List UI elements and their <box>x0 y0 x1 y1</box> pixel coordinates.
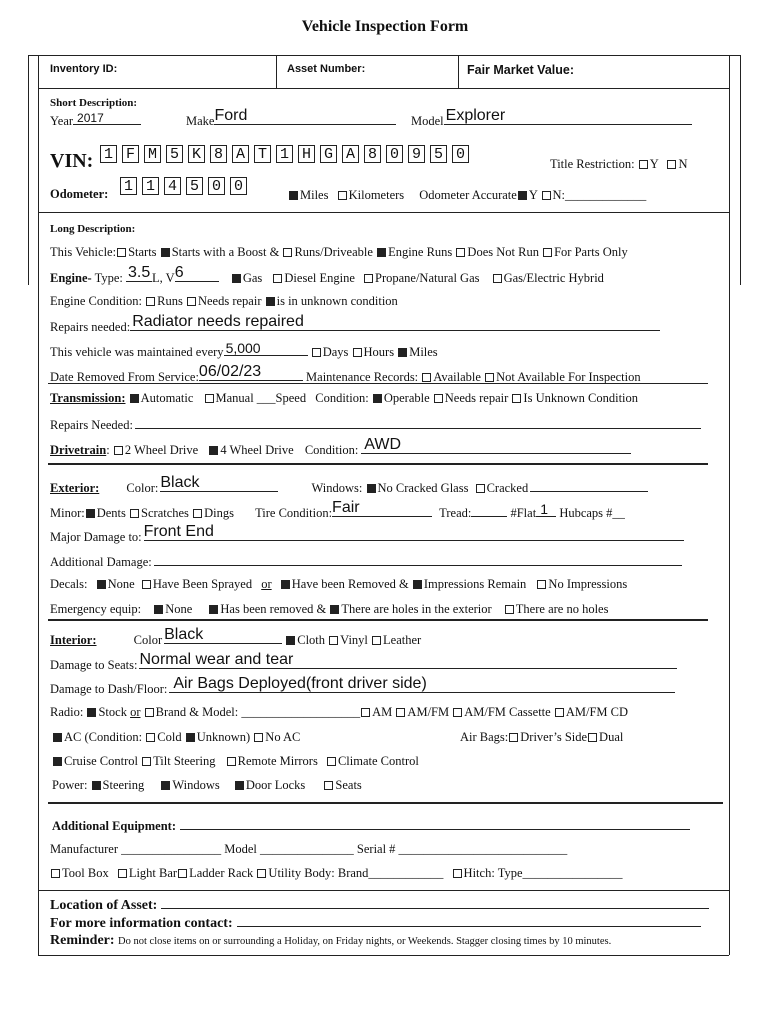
drivetrain-label: Drivetrain <box>50 443 107 457</box>
frame-right-outer <box>740 55 741 285</box>
vinyl-checkbox[interactable] <box>329 636 338 645</box>
am-checkbox[interactable] <box>361 708 370 717</box>
engine-row <box>50 264 604 286</box>
no-holes-checkbox[interactable] <box>505 605 514 614</box>
cloth-label: Cloth <box>297 633 326 647</box>
manufacturer-label: Manufacturer ________________ Model _______________ Serial # ___________________________ <box>50 842 568 856</box>
damage-dash-label: Damage to Dash/Floor: <box>50 682 168 696</box>
available-label: Available <box>433 370 481 384</box>
hitch-checkbox[interactable] <box>453 869 462 878</box>
emergency-removed-checkbox[interactable] <box>209 605 218 614</box>
odometer-boxes[interactable] <box>120 177 252 195</box>
exterior-row <box>50 474 648 496</box>
emergency-label: Emergency equip: <box>50 602 142 616</box>
removed-checkbox[interactable] <box>281 580 290 589</box>
automatic-label: Automatic <box>140 391 194 405</box>
reminder-row <box>50 933 611 949</box>
odometer-accurate-y-checkbox[interactable] <box>518 191 527 200</box>
hubcaps-label: Hubcaps #__ <box>559 506 625 520</box>
holes-label: There are holes in the exterior <box>341 602 492 616</box>
days-checkbox[interactable] <box>312 348 321 357</box>
additional-damage-field[interactable] <box>50 553 682 570</box>
odometer-digit: 0 <box>230 177 247 195</box>
unknown-condition-label: is in unknown condition <box>276 294 398 308</box>
am-fm-cassette-label: AM/FM Cassette <box>464 705 551 719</box>
am-fm-cd-label: AM/FM CD <box>565 705 628 719</box>
drivers-side-checkbox[interactable] <box>509 733 518 742</box>
runs-driveable-checkbox[interactable] <box>283 248 292 257</box>
transmission-condition-label: Condition: <box>315 391 369 405</box>
odometer-accurate-n-checkbox[interactable] <box>542 191 551 200</box>
power-row <box>52 778 362 793</box>
holes-checkbox[interactable] <box>330 605 339 614</box>
hybrid-checkbox[interactable] <box>493 274 502 283</box>
drivetrain-condition-value: AWD <box>364 436 402 453</box>
damage-seats-value: Normal wear and tear <box>139 651 294 668</box>
utility-body-checkbox[interactable] <box>257 869 266 878</box>
dual-checkbox[interactable] <box>588 733 597 742</box>
decals-none-checkbox[interactable] <box>97 580 106 589</box>
vin-char: 1 <box>276 145 293 163</box>
am-fm-cd-checkbox[interactable] <box>555 708 564 717</box>
short-description-label: Short Description: <box>50 97 138 109</box>
odometer-accurate-label: Odometer Accurate <box>419 188 517 202</box>
title-restriction-n-checkbox[interactable] <box>667 160 676 169</box>
transmission-needs-repair-checkbox[interactable] <box>434 394 443 403</box>
no-impressions-checkbox[interactable] <box>537 580 546 589</box>
operable-label: Operable <box>383 391 430 405</box>
year-label: Year <box>50 114 74 128</box>
no-cracked-checkbox[interactable] <box>367 484 376 493</box>
cloth-checkbox[interactable] <box>286 636 295 645</box>
emergency-none-checkbox[interactable] <box>154 605 163 614</box>
door-locks-checkbox[interactable] <box>235 781 244 790</box>
power-seats-checkbox[interactable] <box>324 781 333 790</box>
engine-condition-row <box>50 294 398 309</box>
power-steering-label: Steering <box>102 778 145 792</box>
major-damage-field[interactable] <box>50 523 684 545</box>
does-not-run-label: Does Not Run <box>467 245 539 259</box>
odometer-label: Odometer: <box>50 187 109 201</box>
dings-label: Dings <box>204 506 234 520</box>
power-steering-checkbox[interactable] <box>92 781 101 790</box>
remote-mirrors-label: Remote Mirrors <box>237 754 318 768</box>
gas-checkbox[interactable] <box>232 274 241 283</box>
frame-top <box>28 55 740 56</box>
days-label: Days <box>322 345 349 359</box>
impressions-remain-label: Impressions Remain <box>423 577 527 591</box>
emergency-none-label: None <box>165 602 193 616</box>
tool-box-label: Tool Box <box>62 866 109 880</box>
no-holes-label: There are no holes <box>515 602 609 616</box>
leather-label: Leather <box>383 633 422 647</box>
utility-body-label: Utility Body: Brand____________ <box>268 866 444 880</box>
y-label: Y <box>528 188 538 202</box>
manual-checkbox[interactable] <box>205 394 214 403</box>
cruise-row <box>52 754 419 769</box>
header-col-1 <box>276 55 277 88</box>
vin-char: 8 <box>210 145 227 163</box>
tool-box-checkbox[interactable] <box>51 869 60 878</box>
leather-checkbox[interactable] <box>372 636 381 645</box>
vin-char: G <box>320 145 337 163</box>
transmission-needs-repair-label: Needs repair <box>444 391 509 405</box>
long-description-divider <box>48 383 708 384</box>
not-available-checkbox[interactable] <box>485 373 494 382</box>
vin-char: H <box>298 145 315 163</box>
transmission-repairs-field[interactable] <box>50 416 701 433</box>
maintained-label: This vehicle was maintained every <box>50 345 224 359</box>
n-label: N <box>678 157 688 171</box>
transmission-row <box>50 391 638 406</box>
climate-checkbox[interactable] <box>327 757 336 766</box>
dings-checkbox[interactable] <box>193 509 202 518</box>
runs-checkbox[interactable] <box>146 297 155 306</box>
available-checkbox[interactable] <box>422 373 431 382</box>
emergency-removed-label: Has been removed & <box>220 602 327 616</box>
engine-runs-label: Engine Runs <box>388 245 453 259</box>
make-label: Make <box>186 114 215 128</box>
runs-driveable-label: Runs/Driveable <box>294 245 373 259</box>
asset-number-label: Asset Number: <box>287 63 366 75</box>
manufacturer-row[interactable] <box>50 842 567 857</box>
four-wd-checkbox[interactable] <box>209 446 218 455</box>
vin-char: 0 <box>452 145 469 163</box>
cracked-checkbox[interactable] <box>476 484 485 493</box>
odometer-options <box>288 188 646 203</box>
no-ac-checkbox[interactable] <box>254 733 263 742</box>
tread-label: Tread: <box>439 506 472 520</box>
minor-row <box>50 499 625 521</box>
major-damage-label: Major Damage to: <box>50 530 142 544</box>
transmission-unknown-checkbox[interactable] <box>512 394 521 403</box>
tire-condition-value: Fair <box>332 499 360 516</box>
engine-condition-label: Engine Condition: <box>50 294 143 308</box>
cold-checkbox[interactable] <box>146 733 155 742</box>
light-bar-label: Light Bar <box>128 866 178 880</box>
odometer-digit: 1 <box>120 177 137 195</box>
needs-repair-label: Needs repair <box>197 294 262 308</box>
for-parts-checkbox[interactable] <box>543 248 552 257</box>
cracked-label: Cracked <box>486 481 529 495</box>
type-label: Type: <box>94 271 123 285</box>
vin-label: VIN: <box>50 150 94 172</box>
does-not-run-checkbox[interactable] <box>456 248 465 257</box>
no-cracked-label: No Cracked Glass <box>377 481 469 495</box>
power-windows-label: Windows <box>172 778 220 792</box>
radio-label: Radio: <box>50 705 84 719</box>
two-wd-checkbox[interactable] <box>114 446 123 455</box>
starts-boost-label: Starts with a Boost & <box>171 245 280 259</box>
brand-model-label: Brand & Model: ___________________ <box>155 705 361 719</box>
not-available-label: Not Available For Inspection <box>496 370 641 384</box>
starts-boost-checkbox[interactable] <box>161 248 170 257</box>
ac-checkbox[interactable] <box>53 733 62 742</box>
scratches-label: Scratches <box>141 506 189 520</box>
make-field[interactable] <box>186 107 396 129</box>
unknown-condition-checkbox[interactable] <box>266 297 275 306</box>
section-divider-1 <box>38 212 729 213</box>
am-fm-checkbox[interactable] <box>396 708 405 717</box>
remote-mirrors-checkbox[interactable] <box>227 757 236 766</box>
propane-label: Propane/Natural Gas <box>375 271 480 285</box>
inventory-id-label: Inventory ID: <box>50 63 118 75</box>
emergency-row <box>50 602 608 617</box>
removed-label: Have been Removed & <box>291 577 409 591</box>
diesel-checkbox[interactable] <box>273 274 282 283</box>
maintained-miles-checkbox[interactable] <box>398 348 407 357</box>
date-removed-label: Date Removed From Service: <box>50 370 199 384</box>
minor-label: Minor: <box>50 506 85 520</box>
repairs-needed-value: Radiator needs repaired <box>132 313 304 330</box>
drivetrain-row: Drivetrain: 2 Wheel Drive 4 Wheel Drive Condition: AWD <box>50 441 631 458</box>
flat-label: #Flat <box>510 506 537 520</box>
exterior-color-label: Color: <box>126 481 159 495</box>
power-windows-checkbox[interactable] <box>161 781 170 790</box>
vin-char: A <box>342 145 359 163</box>
engine-label: Engine- <box>50 271 92 285</box>
hours-checkbox[interactable] <box>353 348 362 357</box>
exterior-divider <box>48 463 708 465</box>
make-value: Ford <box>214 107 248 124</box>
contact-field[interactable] <box>50 914 701 932</box>
hitch-label: Hitch: Type________________ <box>463 866 623 880</box>
interior-color-value: Black <box>164 626 204 643</box>
starts-label: Starts <box>128 245 157 259</box>
contact-label: For more information contact: <box>50 916 233 931</box>
starts-checkbox[interactable] <box>117 248 126 257</box>
damage-dash-field[interactable] <box>50 675 675 697</box>
flat-value: 1 <box>540 501 548 517</box>
power-label: Power: <box>52 778 88 792</box>
miles-checkbox[interactable] <box>289 191 298 200</box>
additional-equipment-field[interactable] <box>52 817 690 834</box>
ac-unknown-checkbox[interactable] <box>186 733 195 742</box>
tire-condition-label: Tire Condition: <box>255 506 333 520</box>
vin-char: 5 <box>166 145 183 163</box>
vin-char: 9 <box>408 145 425 163</box>
y-label: Y <box>649 157 659 171</box>
gas-label: Gas <box>242 271 263 285</box>
propane-checkbox[interactable] <box>364 274 373 283</box>
brand-model-checkbox[interactable] <box>145 708 154 717</box>
cruise-label: Cruise Control <box>64 754 138 768</box>
n-label: N:_____________ <box>552 188 647 202</box>
no-impressions-label: No Impressions <box>548 577 628 591</box>
or-label: or <box>261 577 272 591</box>
frame-bottom <box>38 955 729 956</box>
year-value: 2017 <box>77 111 104 125</box>
year-field[interactable] <box>50 112 141 129</box>
no-ac-label: No AC <box>265 730 301 744</box>
for-parts-label: For Parts Only <box>554 245 628 259</box>
additional-equipment-label: Additional Equipment: <box>52 819 176 833</box>
tilt-label: Tilt Steering <box>153 754 216 768</box>
radio-or-label: or <box>130 705 141 719</box>
vin-char: K <box>188 145 205 163</box>
dents-label: Dents <box>96 506 126 520</box>
climate-label: Climate Control <box>337 754 419 768</box>
location-label: Location of Asset: <box>50 898 158 913</box>
long-description-label: Long Description: <box>50 223 136 235</box>
am-fm-label: AM/FM <box>407 705 450 719</box>
windows-label: Windows: <box>311 481 363 495</box>
miles-label: Miles <box>300 188 329 202</box>
dual-label: Dual <box>599 730 624 744</box>
this-vehicle-label: This Vehicle: <box>50 245 117 259</box>
vin-char: M <box>144 145 161 163</box>
diesel-label: Diesel Engine <box>284 271 355 285</box>
four-wd-label: 4 Wheel Drive <box>220 443 294 457</box>
kilometers-label: Kilometers <box>348 188 405 202</box>
air-bags-row <box>460 730 623 745</box>
damage-dash-value: Air Bags Deployed(front driver side) <box>173 675 427 692</box>
title-restriction <box>550 157 687 172</box>
interior-color-label: Color <box>133 633 163 647</box>
stock-checkbox[interactable] <box>87 708 96 717</box>
drivers-side-label: Driver’s Side <box>520 730 588 744</box>
vin-char: F <box>122 145 139 163</box>
ladder-rack-checkbox[interactable] <box>178 869 187 878</box>
maintained-miles-label: Miles <box>409 345 438 359</box>
needs-repair-checkbox[interactable] <box>187 297 196 306</box>
odometer-digit: 1 <box>142 177 159 195</box>
vin-char: T <box>254 145 271 163</box>
odometer-digit: 5 <box>186 177 203 195</box>
decals-none-label: None <box>107 577 135 591</box>
cruise-checkbox[interactable] <box>53 757 62 766</box>
runs-label: Runs <box>157 294 183 308</box>
vin-char: A <box>232 145 249 163</box>
manual-label: Manual ___Speed <box>215 391 307 405</box>
title-restriction-y-checkbox[interactable] <box>639 160 648 169</box>
transmission-label: Transmission: <box>50 391 126 405</box>
equipment-options-row <box>50 866 623 881</box>
maintained-row <box>50 340 438 360</box>
engine-runs-checkbox[interactable] <box>377 248 386 257</box>
header-col-2 <box>458 55 459 88</box>
cylinders-value: 6 <box>174 264 184 281</box>
transmission-repairs-label: Repairs Needed: <box>50 418 133 432</box>
repairs-needed-label: Repairs needed: <box>50 320 131 334</box>
vin-char: 0 <box>386 145 403 163</box>
reminder-label: Reminder: <box>50 933 115 948</box>
am-fm-cassette-checkbox[interactable] <box>453 708 462 717</box>
hours-label: Hours <box>363 345 395 359</box>
location-field[interactable] <box>50 896 709 914</box>
liters-value: 3.5 <box>128 264 151 281</box>
vin-char: 8 <box>364 145 381 163</box>
model-field[interactable] <box>411 107 692 129</box>
exterior-color-value: Black <box>160 474 200 491</box>
maintenance-records-label: Maintenance Records: <box>306 370 419 384</box>
header-divider <box>38 88 729 89</box>
frame-right <box>729 55 730 955</box>
fair-market-value-label: Fair Market Value: <box>467 63 574 77</box>
automatic-checkbox[interactable] <box>130 394 139 403</box>
am-label: AM <box>372 705 393 719</box>
repairs-needed-field[interactable] <box>50 313 660 335</box>
damage-seats-field[interactable] <box>50 651 677 673</box>
frame-left-outer <box>28 55 29 285</box>
interior-label: Interior: <box>50 633 97 647</box>
vinyl-label: Vinyl <box>340 633 368 647</box>
stock-label: Stock <box>98 705 127 719</box>
ac-row <box>52 730 300 745</box>
ac-unknown-label: Unknown) <box>196 730 251 744</box>
sprayed-label: Have Been Sprayed <box>152 577 253 591</box>
major-damage-value: Front End <box>143 523 214 540</box>
section-divider-footer <box>38 890 729 891</box>
ladder-rack-label: Ladder Rack <box>189 866 254 880</box>
hybrid-label: Gas/Electric Hybrid <box>503 271 604 285</box>
interior-row <box>50 626 422 648</box>
two-wd-label: 2 Wheel Drive <box>124 443 199 457</box>
decals-label: Decals: <box>50 577 88 591</box>
vin-char: 5 <box>430 145 447 163</box>
power-seats-label: Seats <box>335 778 362 792</box>
air-bags-label: Air Bags: <box>460 730 509 744</box>
reminder-text: Do not close items on or surrounding a Holiday, on Friday nights, or Weekends. Stagger closing times by 10 minutes. <box>118 936 612 947</box>
model-label: Model <box>411 114 444 128</box>
operable-checkbox[interactable] <box>373 394 382 403</box>
drivetrain-condition-label: Condition: <box>304 443 359 457</box>
impressions-remain-checkbox[interactable] <box>413 580 422 589</box>
vin-boxes[interactable] <box>100 145 474 163</box>
exterior-label: Exterior: <box>50 481 100 495</box>
interior-divider <box>48 619 708 621</box>
additional-equipment-divider <box>48 802 723 804</box>
model-value: Explorer <box>445 107 506 124</box>
decals-row <box>50 577 627 592</box>
maintained-value: 5,000 <box>225 340 261 356</box>
dents-checkbox[interactable] <box>86 509 95 518</box>
vin-char: 1 <box>100 145 117 163</box>
door-locks-label: Door Locks <box>245 778 306 792</box>
frame-left <box>38 55 39 955</box>
tilt-checkbox[interactable] <box>142 757 151 766</box>
lv-label: L, V <box>152 271 175 285</box>
odometer-digit: 4 <box>164 177 181 195</box>
sprayed-checkbox[interactable] <box>142 580 151 589</box>
additional-damage-label: Additional Damage: <box>50 555 152 569</box>
odometer-digit: 0 <box>208 177 225 195</box>
cold-label: Cold <box>157 730 182 744</box>
light-bar-checkbox[interactable] <box>118 869 127 878</box>
date-removed-value: 06/02/23 <box>198 363 262 380</box>
form-title: Vehicle Inspection Form <box>301 18 469 35</box>
radio-row <box>50 705 628 720</box>
kilometers-checkbox[interactable] <box>338 191 347 200</box>
scratches-checkbox[interactable] <box>130 509 139 518</box>
damage-seats-label: Damage to Seats: <box>50 658 138 672</box>
ac-condition-label: AC (Condition: <box>64 730 143 744</box>
this-vehicle-row <box>50 245 628 260</box>
title-restriction-label: Title Restriction: <box>550 157 635 171</box>
transmission-unknown-label: Is Unknown Condition <box>523 391 639 405</box>
